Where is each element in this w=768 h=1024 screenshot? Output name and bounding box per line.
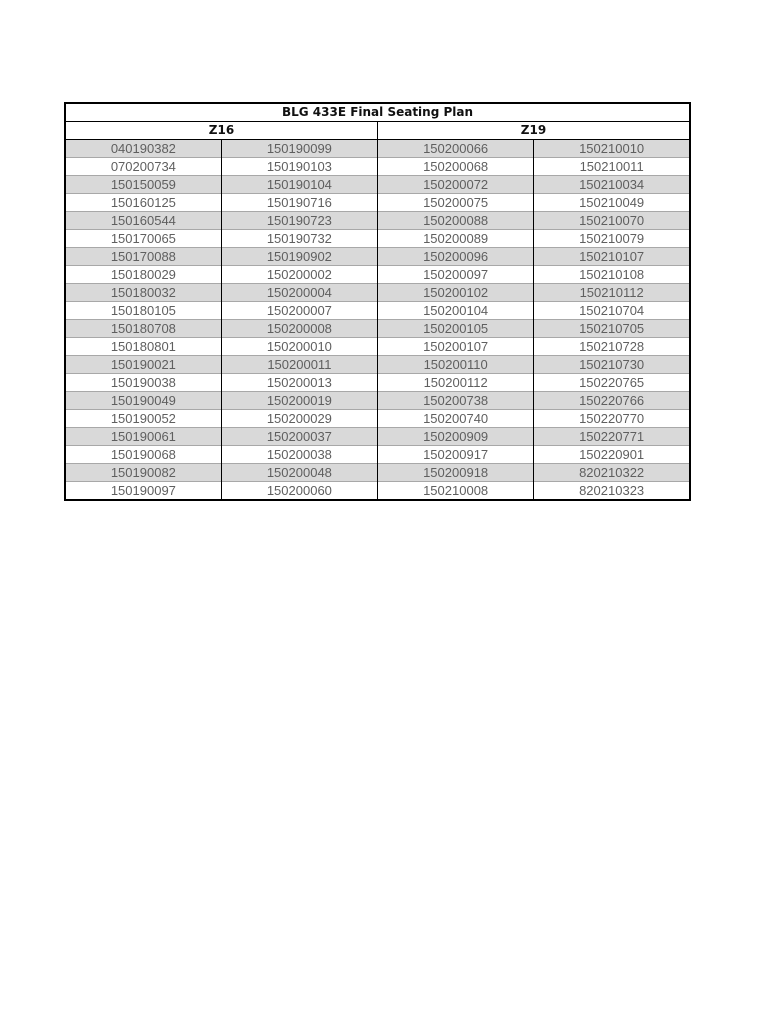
student-id-cell: 150200004 (221, 284, 377, 302)
group-header-row (65, 122, 690, 140)
student-id-cell: 150210704 (534, 302, 690, 320)
student-id-cell: 150200013 (221, 374, 377, 392)
student-id-cell: 150200007 (221, 302, 377, 320)
student-id-cell: 150210728 (534, 338, 690, 356)
student-id-cell: 150190049 (65, 392, 221, 410)
student-id-cell: 040190382 (65, 140, 221, 158)
student-id-cell: 150210010 (534, 140, 690, 158)
student-id-cell: 150160544 (65, 212, 221, 230)
table-row (65, 140, 690, 158)
student-id-cell: 150210070 (534, 212, 690, 230)
table-row (65, 266, 690, 284)
student-id-cell: 150200048 (221, 464, 377, 482)
student-id-cell: 820210322 (534, 464, 690, 482)
table-row (65, 194, 690, 212)
student-id-cell: 150200097 (378, 266, 534, 284)
student-id-cell: 150200011 (221, 356, 377, 374)
title-row (65, 103, 690, 122)
student-id-cell: 150200072 (378, 176, 534, 194)
student-id-cell: 150190104 (221, 176, 377, 194)
student-id-cell: 150200075 (378, 194, 534, 212)
student-id-cell: 150220765 (534, 374, 690, 392)
table-row (65, 392, 690, 410)
student-id-cell: 150190103 (221, 158, 377, 176)
table-row (65, 464, 690, 482)
table-row (65, 446, 690, 464)
student-id-cell: 150200068 (378, 158, 534, 176)
student-id-cell: 150200019 (221, 392, 377, 410)
student-id-cell: 820210323 (534, 482, 690, 501)
student-id-cell: 150200107 (378, 338, 534, 356)
student-id-cell: 150190902 (221, 248, 377, 266)
student-id-cell: 150210107 (534, 248, 690, 266)
student-id-cell: 150210011 (534, 158, 690, 176)
student-id-cell: 150210008 (378, 482, 534, 501)
student-id-cell: 150190052 (65, 410, 221, 428)
student-id-cell: 150190732 (221, 230, 377, 248)
table-row (65, 176, 690, 194)
student-id-cell: 150170065 (65, 230, 221, 248)
student-id-cell: 150190097 (65, 482, 221, 501)
student-id-cell: 150180708 (65, 320, 221, 338)
student-id-cell: 150200110 (378, 356, 534, 374)
table-row (65, 158, 690, 176)
student-id-cell: 150180105 (65, 302, 221, 320)
student-id-cell: 150210112 (534, 284, 690, 302)
table-row (65, 320, 690, 338)
student-id-cell: 150180801 (65, 338, 221, 356)
table-row (65, 482, 690, 501)
student-id-cell: 150220901 (534, 446, 690, 464)
student-id-cell: 150200918 (378, 464, 534, 482)
student-id-cell: 150210705 (534, 320, 690, 338)
student-id-cell: 150200066 (378, 140, 534, 158)
student-id-cell: 150190068 (65, 446, 221, 464)
student-id-cell: 150200740 (378, 410, 534, 428)
student-id-cell: 150210049 (534, 194, 690, 212)
student-id-cell: 150180029 (65, 266, 221, 284)
table-row (65, 374, 690, 392)
student-id-cell: 150180032 (65, 284, 221, 302)
student-id-cell: 150190716 (221, 194, 377, 212)
student-id-cell: 150150059 (65, 176, 221, 194)
student-id-cell: 150200060 (221, 482, 377, 501)
table-row (65, 428, 690, 446)
student-id-cell: 150190723 (221, 212, 377, 230)
student-id-cell: 150220766 (534, 392, 690, 410)
student-id-cell: 150200002 (221, 266, 377, 284)
student-id-cell: 150170088 (65, 248, 221, 266)
student-id-cell: 150200917 (378, 446, 534, 464)
table-row (65, 302, 690, 320)
group-header-z16: Z16 (65, 122, 378, 140)
student-id-cell: 150200088 (378, 212, 534, 230)
student-id-cell: 070200734 (65, 158, 221, 176)
group-header-z19: Z19 (378, 122, 691, 140)
table-row (65, 230, 690, 248)
student-id-cell: 150190038 (65, 374, 221, 392)
student-id-cell: 150210108 (534, 266, 690, 284)
student-id-cell: 150200102 (378, 284, 534, 302)
table-row (65, 212, 690, 230)
student-id-cell: 150190099 (221, 140, 377, 158)
student-id-cell: 150220771 (534, 428, 690, 446)
student-id-rows (65, 140, 690, 501)
student-id-cell: 150200112 (378, 374, 534, 392)
table-row (65, 248, 690, 266)
student-id-cell: 150200738 (378, 392, 534, 410)
student-id-cell: 150220770 (534, 410, 690, 428)
table-row (65, 356, 690, 374)
table-row (65, 410, 690, 428)
table-row (65, 338, 690, 356)
student-id-cell: 150210034 (534, 176, 690, 194)
student-id-cell: 150210079 (534, 230, 690, 248)
table-title: BLG 433E Final Seating Plan (65, 103, 690, 122)
table-row (65, 284, 690, 302)
student-id-cell: 150200008 (221, 320, 377, 338)
student-id-cell: 150190061 (65, 428, 221, 446)
student-id-cell: 150190082 (65, 464, 221, 482)
student-id-cell: 150200909 (378, 428, 534, 446)
student-id-cell: 150200037 (221, 428, 377, 446)
student-id-cell: 150190021 (65, 356, 221, 374)
student-id-cell: 150200096 (378, 248, 534, 266)
student-id-cell: 150200038 (221, 446, 377, 464)
student-id-cell: 150200104 (378, 302, 534, 320)
seating-plan-table (64, 102, 691, 501)
student-id-cell: 150160125 (65, 194, 221, 212)
student-id-cell: 150200029 (221, 410, 377, 428)
student-id-cell: 150210730 (534, 356, 690, 374)
student-id-cell: 150200089 (378, 230, 534, 248)
student-id-cell: 150200105 (378, 320, 534, 338)
student-id-cell: 150200010 (221, 338, 377, 356)
